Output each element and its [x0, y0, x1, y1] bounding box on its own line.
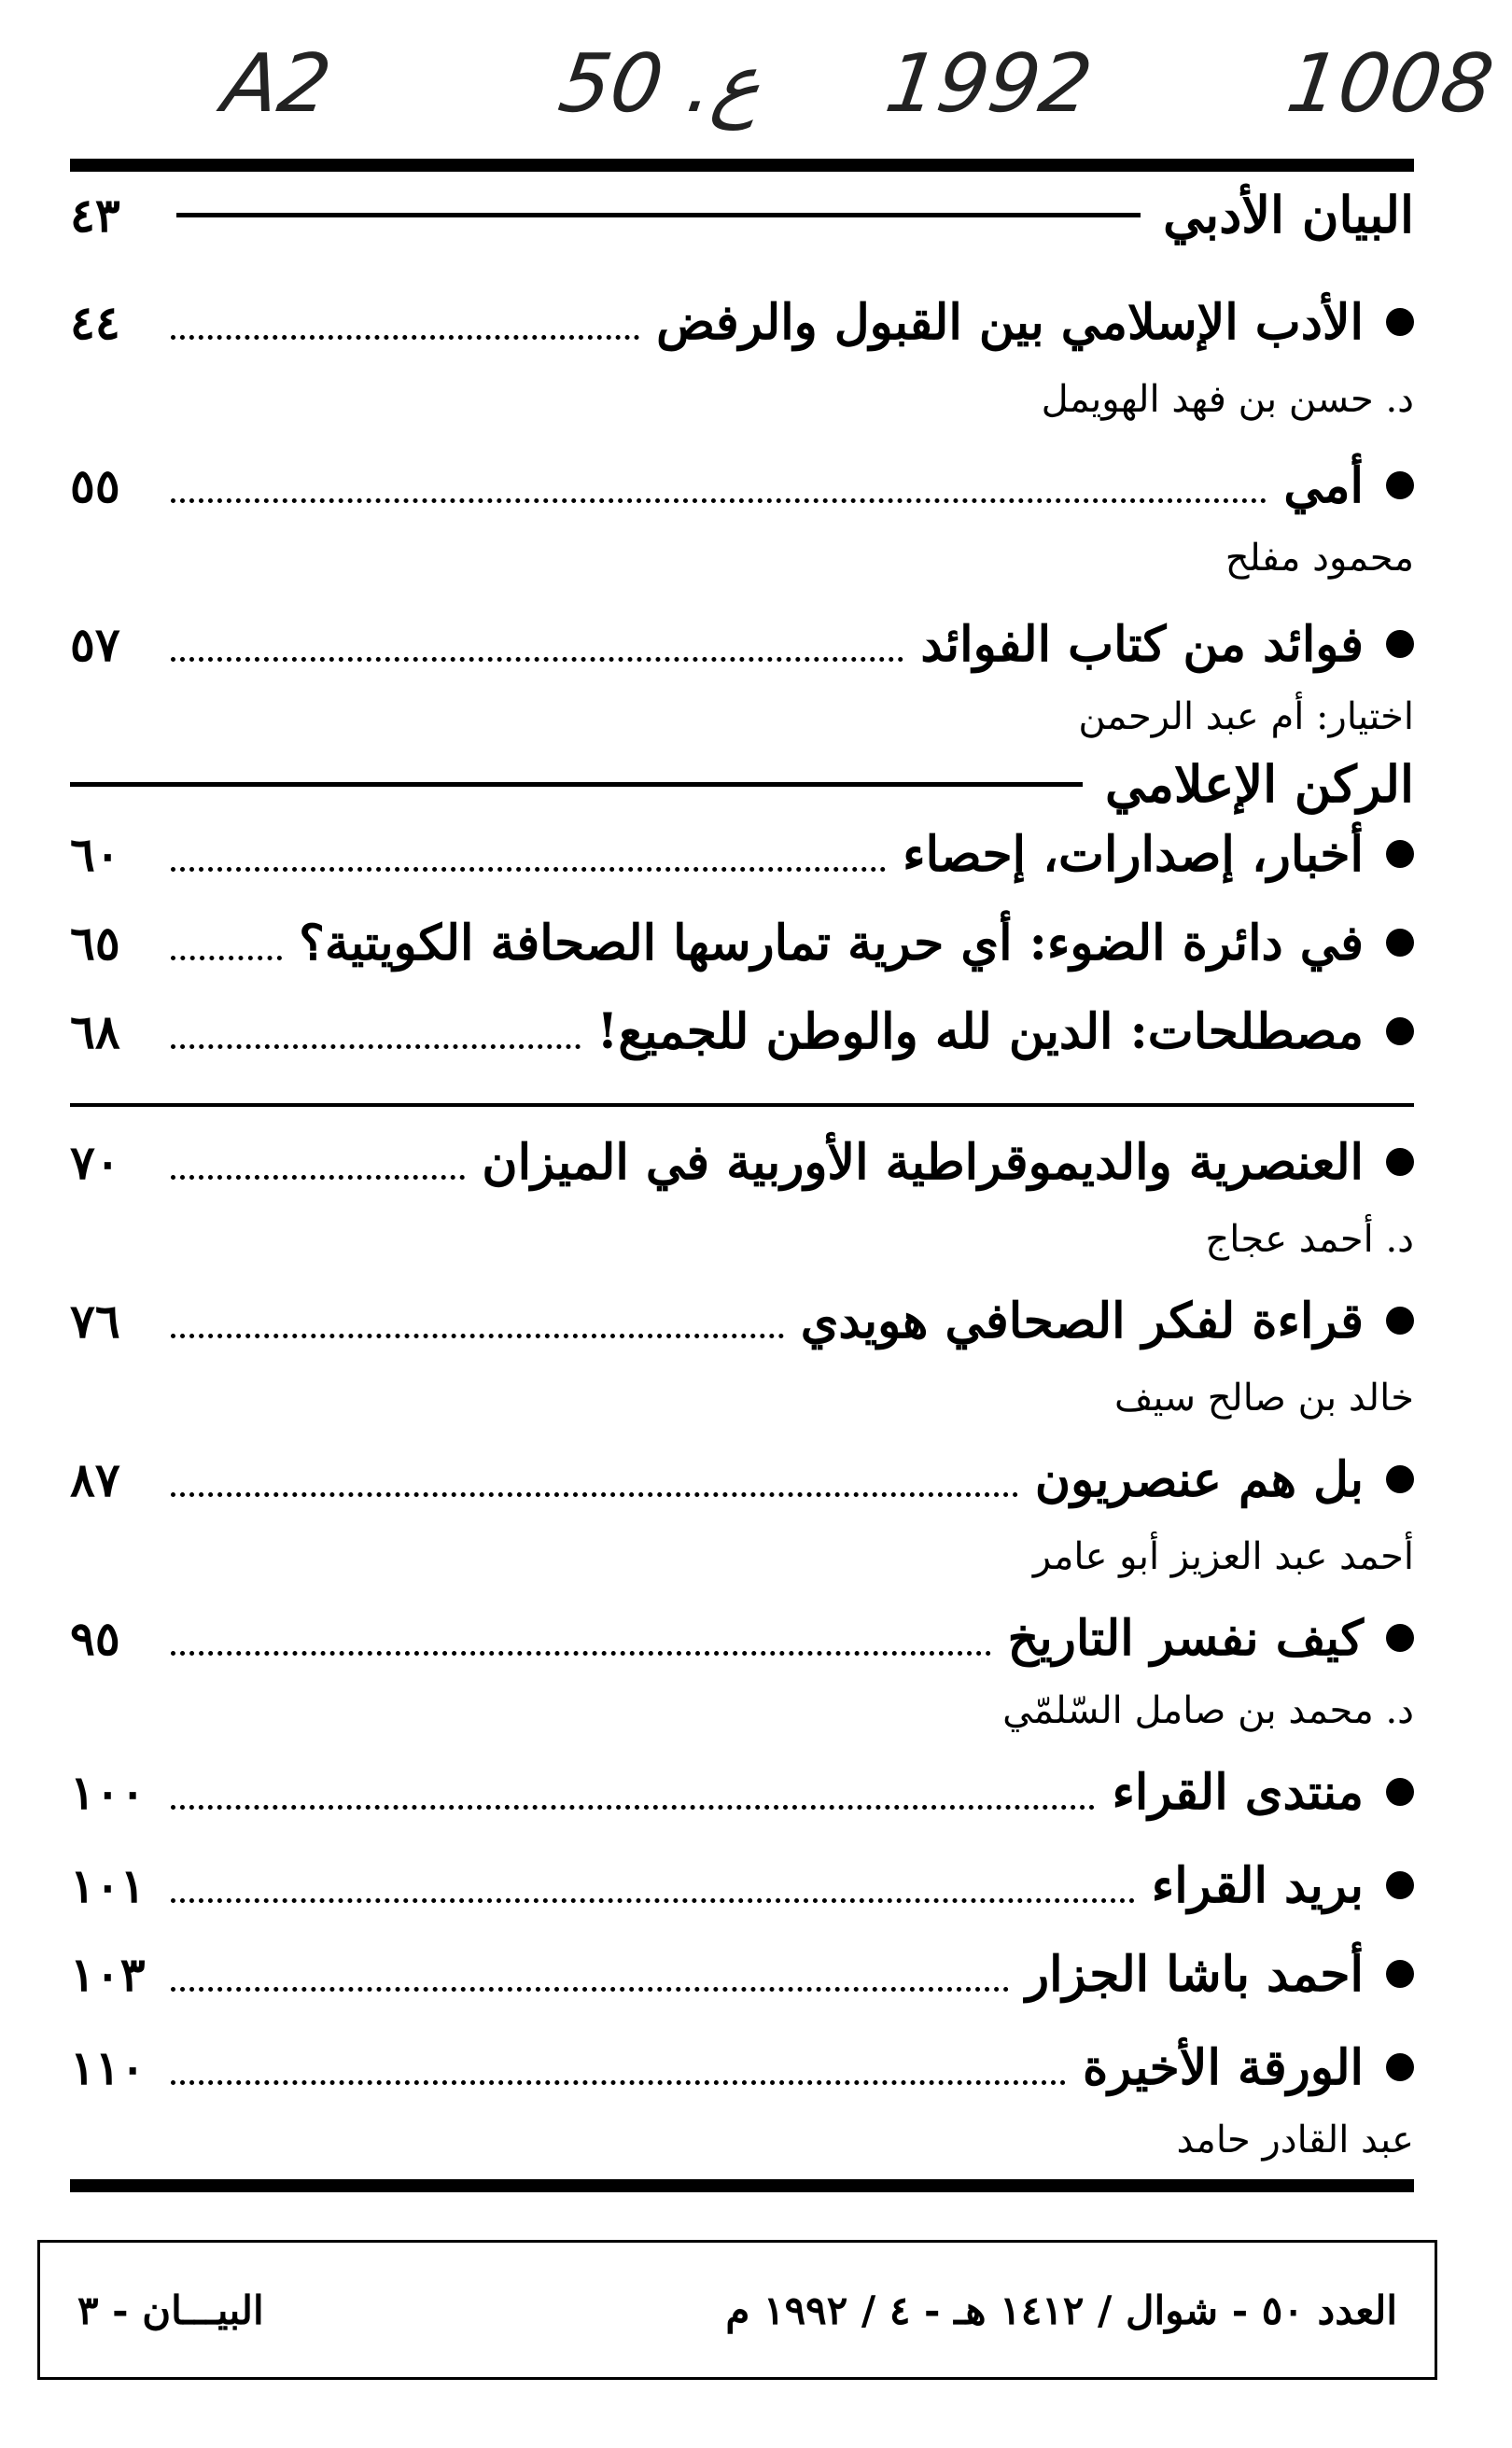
entry-title: كيف نفسر التاريخ	[1007, 1609, 1364, 1667]
entry-title: العنصرية والديموقراطية الأوربية في الميزان	[482, 1133, 1364, 1191]
entry-title: أخبار، إصدارات، إحصاء	[903, 825, 1364, 883]
entry-title: قراءة لفكر الصحافي هويدي	[800, 1292, 1364, 1350]
entry-author: محمود مفلح	[1225, 537, 1414, 580]
bullet-icon	[1386, 1960, 1414, 1988]
entry-title: أحمد باشا الجزار	[1026, 1945, 1364, 2003]
entry-page: ١١٠	[70, 2039, 146, 2095]
entry-author: خالد بن صالح سيف	[1114, 1377, 1414, 1420]
entry-page: ١٠٠	[70, 1764, 146, 1820]
entry-title: الورقة الأخيرة	[1083, 2038, 1364, 2096]
entry-page: ٩٥	[70, 1610, 120, 1666]
annotation-a: A2	[217, 37, 337, 131]
entry-page: ٥٥	[70, 457, 120, 513]
toc-entry[interactable]	[70, 1596, 1414, 1680]
toc-entry[interactable]	[70, 1750, 1414, 1834]
bullet-icon	[1386, 2053, 1414, 2081]
toc-entry[interactable]	[70, 1932, 1414, 2016]
entry-title: منتدى القراء	[1112, 1763, 1364, 1821]
bullet-icon	[1386, 1871, 1414, 1899]
entry-author: اختيار: أم عبد الرحمن	[1078, 695, 1414, 738]
entry-author: عبد القادر حامد	[1176, 2119, 1414, 2161]
leader-dots	[171, 1651, 991, 1656]
issue-footer	[37, 2240, 1437, 2380]
issue-info: العدد ٥٠ - شوال / ١٤١٢ هـ - ٤ / ١٩٩٢ م	[725, 2287, 1397, 2333]
leader-dots	[171, 1987, 1009, 1992]
table-of-contents-continued	[70, 0, 1414, 2240]
entry-page: ٦٠	[70, 826, 120, 882]
entry-author: أحمد عبد العزيز أبو عامر	[1032, 1535, 1414, 1578]
entry-title: فوائد من كتاب الفوائد	[920, 615, 1364, 673]
toc-entry[interactable]	[70, 1120, 1414, 1204]
entry-page: ١٠١	[70, 1857, 146, 1913]
leader-dots	[171, 1805, 1095, 1810]
entry-title: مصطلحات: الدين لله والوطن للجميع!	[596, 1002, 1364, 1060]
bullet-icon	[1386, 1148, 1414, 1176]
entry-page: ٦٨	[70, 1003, 120, 1059]
section-literary-title: البيان الأدبي	[1163, 185, 1414, 245]
leader-dots	[171, 1334, 784, 1338]
entry-author: د. حسن بن فهد الهويمل	[1041, 378, 1414, 421]
bullet-icon	[1386, 1465, 1414, 1493]
entry-title: الأدب الإسلامي بين القبول والرفض	[656, 293, 1364, 351]
entry-title: أمي	[1283, 456, 1364, 514]
toc-entry[interactable]	[70, 2025, 1414, 2109]
leader-dots	[171, 1492, 1018, 1497]
leader-dots	[171, 1898, 1135, 1903]
entry-page: ٨٧	[70, 1451, 120, 1507]
entry-page: ٤٤	[70, 294, 120, 350]
toc-entry[interactable]	[70, 1437, 1414, 1521]
entry-title: بريد القراء	[1151, 1856, 1364, 1914]
annotation-b: 50 .ع	[553, 37, 768, 131]
entry-page: ٧٠	[70, 1134, 120, 1190]
entry-page: ٧٦	[70, 1293, 120, 1349]
entry-title: بل هم عنصريون	[1034, 1450, 1364, 1508]
magazine-page: البيـــان - ٣	[77, 2287, 264, 2333]
section-media-title: الركن الإعلامي	[1104, 754, 1414, 814]
entry-page: ٦٥	[70, 915, 120, 971]
toc-entry[interactable]	[70, 1279, 1414, 1363]
bottom-rule	[70, 2179, 1414, 2192]
entry-page: ١٠٣	[70, 1946, 146, 2002]
entry-page: ٥٧	[70, 616, 120, 672]
bullet-icon	[1386, 1778, 1414, 1806]
annotation-d: 1008	[1281, 37, 1499, 131]
section-literary-page: ٤٣	[70, 187, 120, 243]
leader-dots	[171, 2080, 1066, 2085]
annotation-c: 1992	[879, 37, 1098, 131]
bullet-icon	[1386, 1624, 1414, 1652]
entry-author: د. أحمد عجاج	[1205, 1218, 1414, 1261]
entry-title: في دائرة الضوء: أي حرية تمارسها الصحافة الكويتية؟	[299, 914, 1364, 972]
toc-entry[interactable]	[70, 1843, 1414, 1927]
entry-author: د. محمد بن صامل السّلمّي	[1002, 1689, 1414, 1732]
leader-dots	[171, 1175, 465, 1180]
bullet-icon	[1386, 1307, 1414, 1335]
